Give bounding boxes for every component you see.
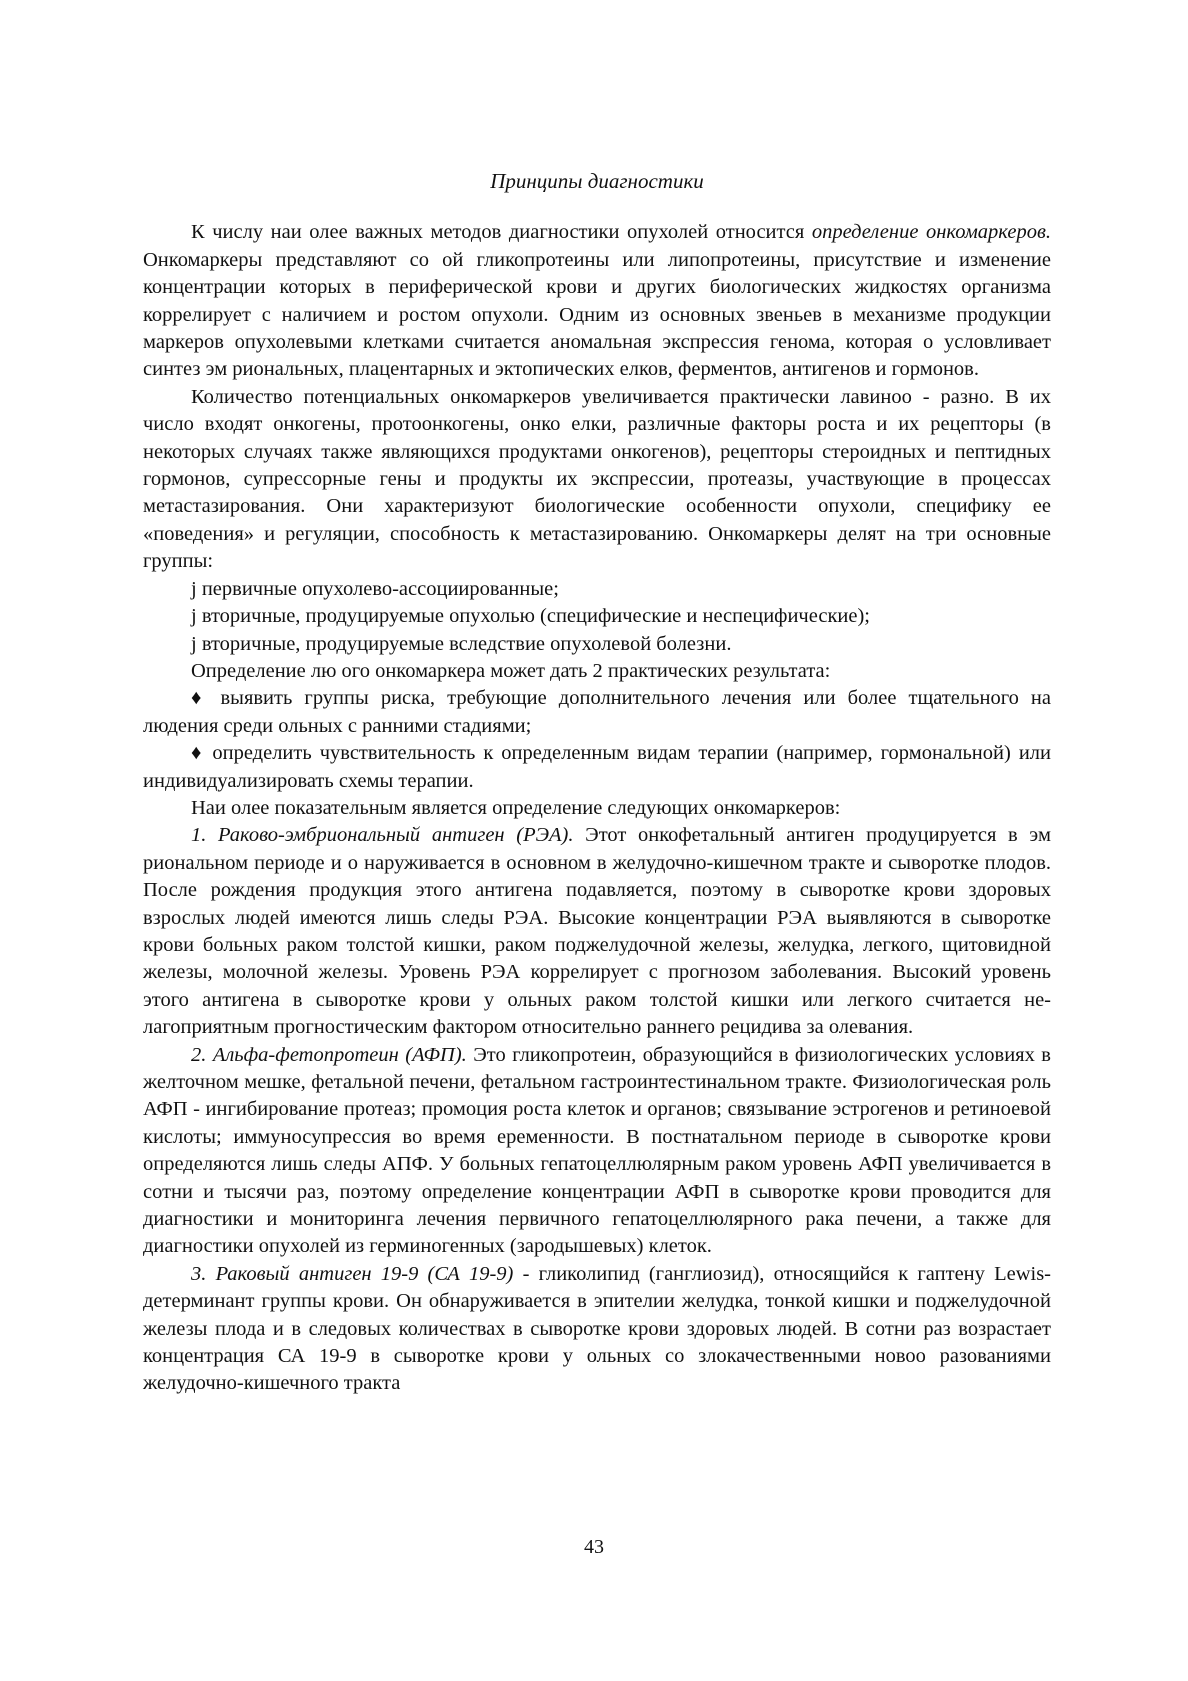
paragraph-intro-rest: Онкомаркеры представляют со ой гликопротеины или липопротеины, присутствие и изменение концентрации которых в периферической крови и других биологических жидкостях организма коррелирует с наличием и ростом опухоли. Одним из основных звеньев в механизме продукции маркеров опухолевыми клетками считается аномальная экспрессия генома, которая о условливает синтез эм риональных, плацентарных и эктопических елков, ферментов, антигенов и гормонов. [143, 248, 1051, 381]
marker-ca199-text: - гликолипид (ганглиозид), относящийся к гаптену Lewis-детерминант группы крови. Он обнаруживается в эпителии желудка, тонкой кишки и поджелудочной железы плода и в следовых количествах в сыворотке крови здоровых людей. В сотни раз возрастает концентрация СА 19-9 в сыворотке крови у ольных со злокачественными новоо разованиями желудочно-кишечного тракта [143, 1262, 1052, 1395]
markers-intro: Наи олее показательным является определение следующих онкомаркеров: [191, 796, 841, 819]
section-title: Принципы диагностики [490, 169, 704, 193]
marker-rea-heading: 1. Раково-эмбриональный антиген (РЭА). [191, 824, 574, 847]
marker-ca199-heading: 3. Раковый антиген 19-9 (СА 19-9) [191, 1262, 514, 1285]
group-item: j вторичные, продуцируемые вследствие опухолевой болезни. [191, 632, 732, 655]
marker-afp [143, 1042, 1051, 1261]
page-number: 43 [584, 1536, 604, 1558]
paragraph-intro-emphasis: определение онкомаркеров. [811, 221, 1051, 244]
paragraph-potential-markers: Количество потенциальных онкомаркеров увеличивается практически лавиноо - разно. В их число входят онкогены, протоонкогены, онко елки, различные факторы роста и их рецепторы (в некоторых случаях также являющихся продуктами онкогенов), рецепторы стероидных и пептидных гормонов, супрессорные гены и продукты их экспрессии, протеазы, участвующие в процессах метастазирования. Они характеризуют биологические особенности опухоли, специфику ее «поведения» и регуляции, способность к метастазированию. Онкомаркеры делят на три основные группы: [143, 385, 1051, 573]
marker-ca199 [143, 1261, 1051, 1398]
paragraph-intro-start: К числу наи олее важных методов диагностики опухолей относится [191, 221, 812, 244]
group-item: j первичные опухолево-ассоциированные; [191, 577, 559, 600]
marker-rea-text: Этот онкофетальный антиген продуцируется в эм риональном периоде и о наруживается в основном в желудочно-кишечном тракте и сыворотке плодов. После рождения продукция этого антигена подавляется, поэтому в сыворотке крови здоровых взрослых людей имеются лишь следы РЭА. Высокие концентрации РЭА выявляются в сыворотке крови больных раком толстой кишки, раком поджелудочной железы, желудка, легкого, щитовидной железы, молочной железы. Уровень РЭА коррелирует с прогнозом заболевания. Высокий уровень этого антигена в сыворотке крови у ольных раком толстой кишки или легкого считается не-лагоприятным прогностическим фактором относительно раннего рецидива за олевания. [143, 824, 1051, 1039]
results-intro: Определение лю ого онкомаркера может дать 2 практических результата: [191, 659, 831, 682]
marker-afp-text: Это гликопротеин, образующийся в физиологических условиях в желточном мешке, фетальной печени, фетальном гастроинтестинальном тракте. Физиологическая роль АФП - ингибирование протеаз; промоция роста клеток и органов; связывание эстрогенов и ретиноевой кислоты; иммуносупрессия во время еременности. В постнатальном периоде в сыворотке крови определяются лишь следы АПФ. У больных гепатоцеллюлярным раком уровень АФП увеличивается в сотни и тысячи раз, поэтому определение концентрации АФП в сыворотке крови проводится для диагностики и мониторинга лечения первичного гепатоцеллюлярного рака печени, а также для диагностики опухолей из герминогенных (зародышевых) клеток. [143, 1043, 1051, 1258]
result-item: ♦ выявить группы риска, требующие дополнительного лечения или более тщательного на людения среди ольных с ранними стадиями; [143, 687, 1051, 737]
marker-afp-heading: 2. Альфа-фетопротеин (АФП). [191, 1043, 467, 1066]
group-item: j вторичные, продуцируемые опухолью (специфические и неспецифические); [191, 605, 870, 628]
document-page [143, 168, 1051, 1398]
marker-rea [143, 822, 1051, 1041]
paragraph-intro [143, 219, 1051, 383]
result-item: ♦ определить чувствительность к определенным видам терапии (например, гормональной) или индивидуализировать схемы терапии. [143, 742, 1051, 792]
